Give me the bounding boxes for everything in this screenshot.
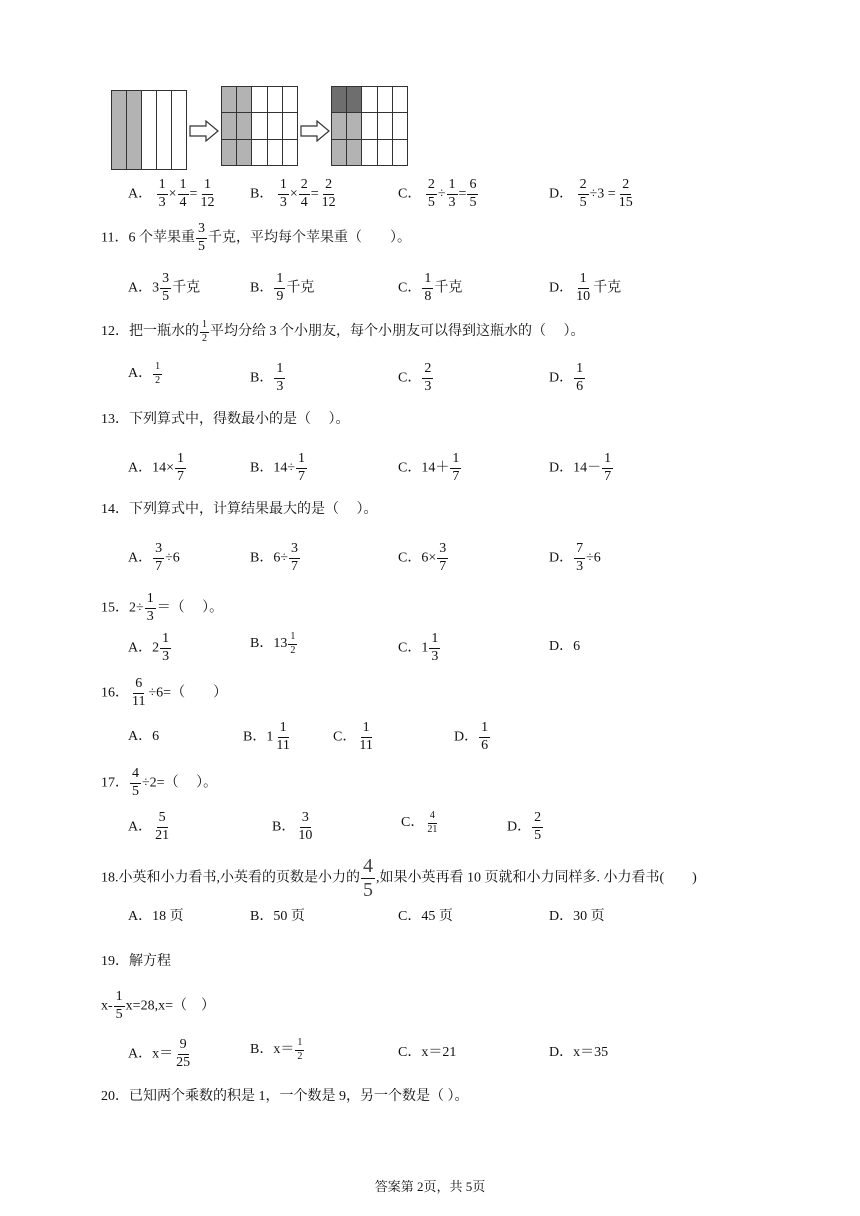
q14-option-d[interactable]: D． $\frac{7}{3}$ ÷6 (549, 541, 601, 574)
q18-option-c[interactable]: C．45 页 (398, 909, 453, 924)
q15-option-a[interactable]: A．2 $\frac{1}{3}$ (128, 631, 170, 664)
question-13-stem: 13．下列算式中，得数最小的是（ ）。 (101, 412, 350, 427)
question-17-stem: 17． $\frac{4}{5}$ ÷2=（ ）。 (101, 766, 218, 799)
q12-option-a[interactable]: A． $\frac{1}{2}$ (128, 361, 161, 386)
question-19-equation: x- $\frac{1}{5}$ x=28,x=（ ） (101, 989, 215, 1022)
q10-option-a[interactable]: A． $\frac{1}{3}$ × $\frac{1}{4}$ = $\frac{1}{12}$ (128, 177, 215, 210)
question-14-stem: 14．下列算式中，计算结果最大的是（ ）。 (101, 502, 378, 517)
q14-option-b[interactable]: B．6÷ $\frac{3}{7}$ (250, 541, 299, 574)
q19-option-a[interactable]: A．x＝ $\frac{9}{25}$ (128, 1037, 191, 1070)
q13-option-c[interactable]: C．14＋ $\frac{1}{7}$ (398, 451, 460, 484)
question-19-stem: 19．解方程 (101, 954, 171, 969)
q18-option-d[interactable]: D．30 页 (549, 909, 605, 924)
q13-option-b[interactable]: B．14÷ $\frac{1}{7}$ (250, 451, 306, 484)
q11-option-b[interactable]: B． $\frac{1}{9}$ 千克 (250, 271, 315, 304)
q13-option-d[interactable]: D．14－ $\frac{1}{7}$ (549, 451, 612, 484)
q12-option-c[interactable]: C． $\frac{2}{3}$ (398, 361, 432, 394)
q18-option-a[interactable]: A．18 页 (128, 909, 184, 924)
question-11-stem: 11．6 个苹果重 $\frac{3}{5}$ 千克，平均每个苹果重（ ）。 (101, 221, 411, 254)
q17-option-d[interactable]: D． $\frac{2}{5}$ (507, 810, 542, 843)
q14-option-c[interactable]: C．6× $\frac{3}{7}$ (398, 541, 447, 574)
q11-option-c[interactable]: C． $\frac{1}{8}$ 千克 (398, 271, 463, 304)
q16-option-c[interactable]: C． $\frac{1}{11}$ (333, 720, 373, 753)
q14-option-a[interactable]: A． $\frac{3}{7}$ ÷6 (128, 541, 180, 574)
arrow-right-icon (189, 120, 219, 142)
option-letter: D． (549, 186, 574, 202)
page-footer: 答案第 2页，共 5页 (374, 1179, 486, 1194)
question-15-stem: 15．2÷ $\frac{1}{3}$ ＝（ ）。 (101, 591, 224, 624)
q17-option-a[interactable]: A． $\frac{5}{21}$ (128, 810, 170, 843)
q10-option-c[interactable]: C． $\frac{2}{5}$ ÷ $\frac{1}{3}$ = $\frac{6}{5}$ (398, 177, 477, 210)
q19-option-c[interactable]: C．x＝21 (398, 1045, 457, 1060)
option-letter: C． (398, 186, 422, 202)
option-letter: B． (250, 186, 274, 202)
q12-option-d[interactable]: D． $\frac{1}{6}$ (549, 361, 584, 394)
q19-option-b[interactable]: B．x＝ $\frac{1}{2}$ (250, 1037, 303, 1062)
fraction-figure-1 (111, 90, 187, 170)
question-16-stem: 16． $\frac{6}{11}$ ÷6=（ ） (101, 676, 228, 709)
q15-option-d[interactable]: D．6 (549, 639, 581, 654)
q16-option-b[interactable]: B．1 $\frac{1}{11}$ (243, 720, 290, 753)
q16-option-a[interactable]: A．6 (128, 729, 160, 744)
q12-option-b[interactable]: B． $\frac{1}{3}$ (250, 361, 284, 394)
q17-option-c[interactable]: C． $\frac{4}{21}$ (401, 810, 438, 835)
q11-option-d[interactable]: D． $\frac{1}{10}$ 千克 (549, 271, 622, 304)
q10-option-d[interactable]: D． $\frac{2}{5}$ ÷3 = $\frac{2}{15}$ (549, 177, 633, 210)
q15-option-b[interactable]: B．13 $\frac{1}{2}$ (250, 631, 296, 656)
q15-option-c[interactable]: C．1 $\frac{1}{3}$ (398, 631, 439, 664)
q19-option-d[interactable]: D．x＝35 (549, 1045, 609, 1060)
question-18-stem: 18.小英和小力看书,小英看的页数是小力的 $\frac{4}{5}$ ,如果小英再看 10 页就和小力同样多. 小力看书( ) (101, 855, 697, 901)
option-letter: A． (128, 186, 153, 202)
question-20-stem: 20．已知两个乘数的积是 1，一个数是 9，另一个数是（ ）。 (101, 1089, 469, 1104)
q13-option-a[interactable]: A．14× $\frac{1}{7}$ (128, 451, 185, 484)
q11-option-a[interactable]: A．3 $\frac{3}{5}$ 千克 (128, 271, 201, 304)
arrow-right-icon (300, 120, 330, 142)
fraction-figure-2 (221, 86, 298, 166)
q10-option-b[interactable]: B． $\frac{1}{3}$ × $\frac{2}{4}$ = $\frac{2}{12}$ (250, 177, 336, 210)
q18-option-b[interactable]: B．50 页 (250, 909, 305, 924)
q16-option-d[interactable]: D． $\frac{1}{6}$ (454, 720, 489, 753)
q17-option-b[interactable]: B． $\frac{3}{10}$ (272, 810, 313, 843)
fraction-figure-3 (331, 86, 408, 166)
question-12-stem: 12．把一瓶水的 $\frac{1}{2}$ 平均分给 3 个小朋友，每个小朋友可以得到这瓶水的（ ）。 (101, 319, 585, 344)
